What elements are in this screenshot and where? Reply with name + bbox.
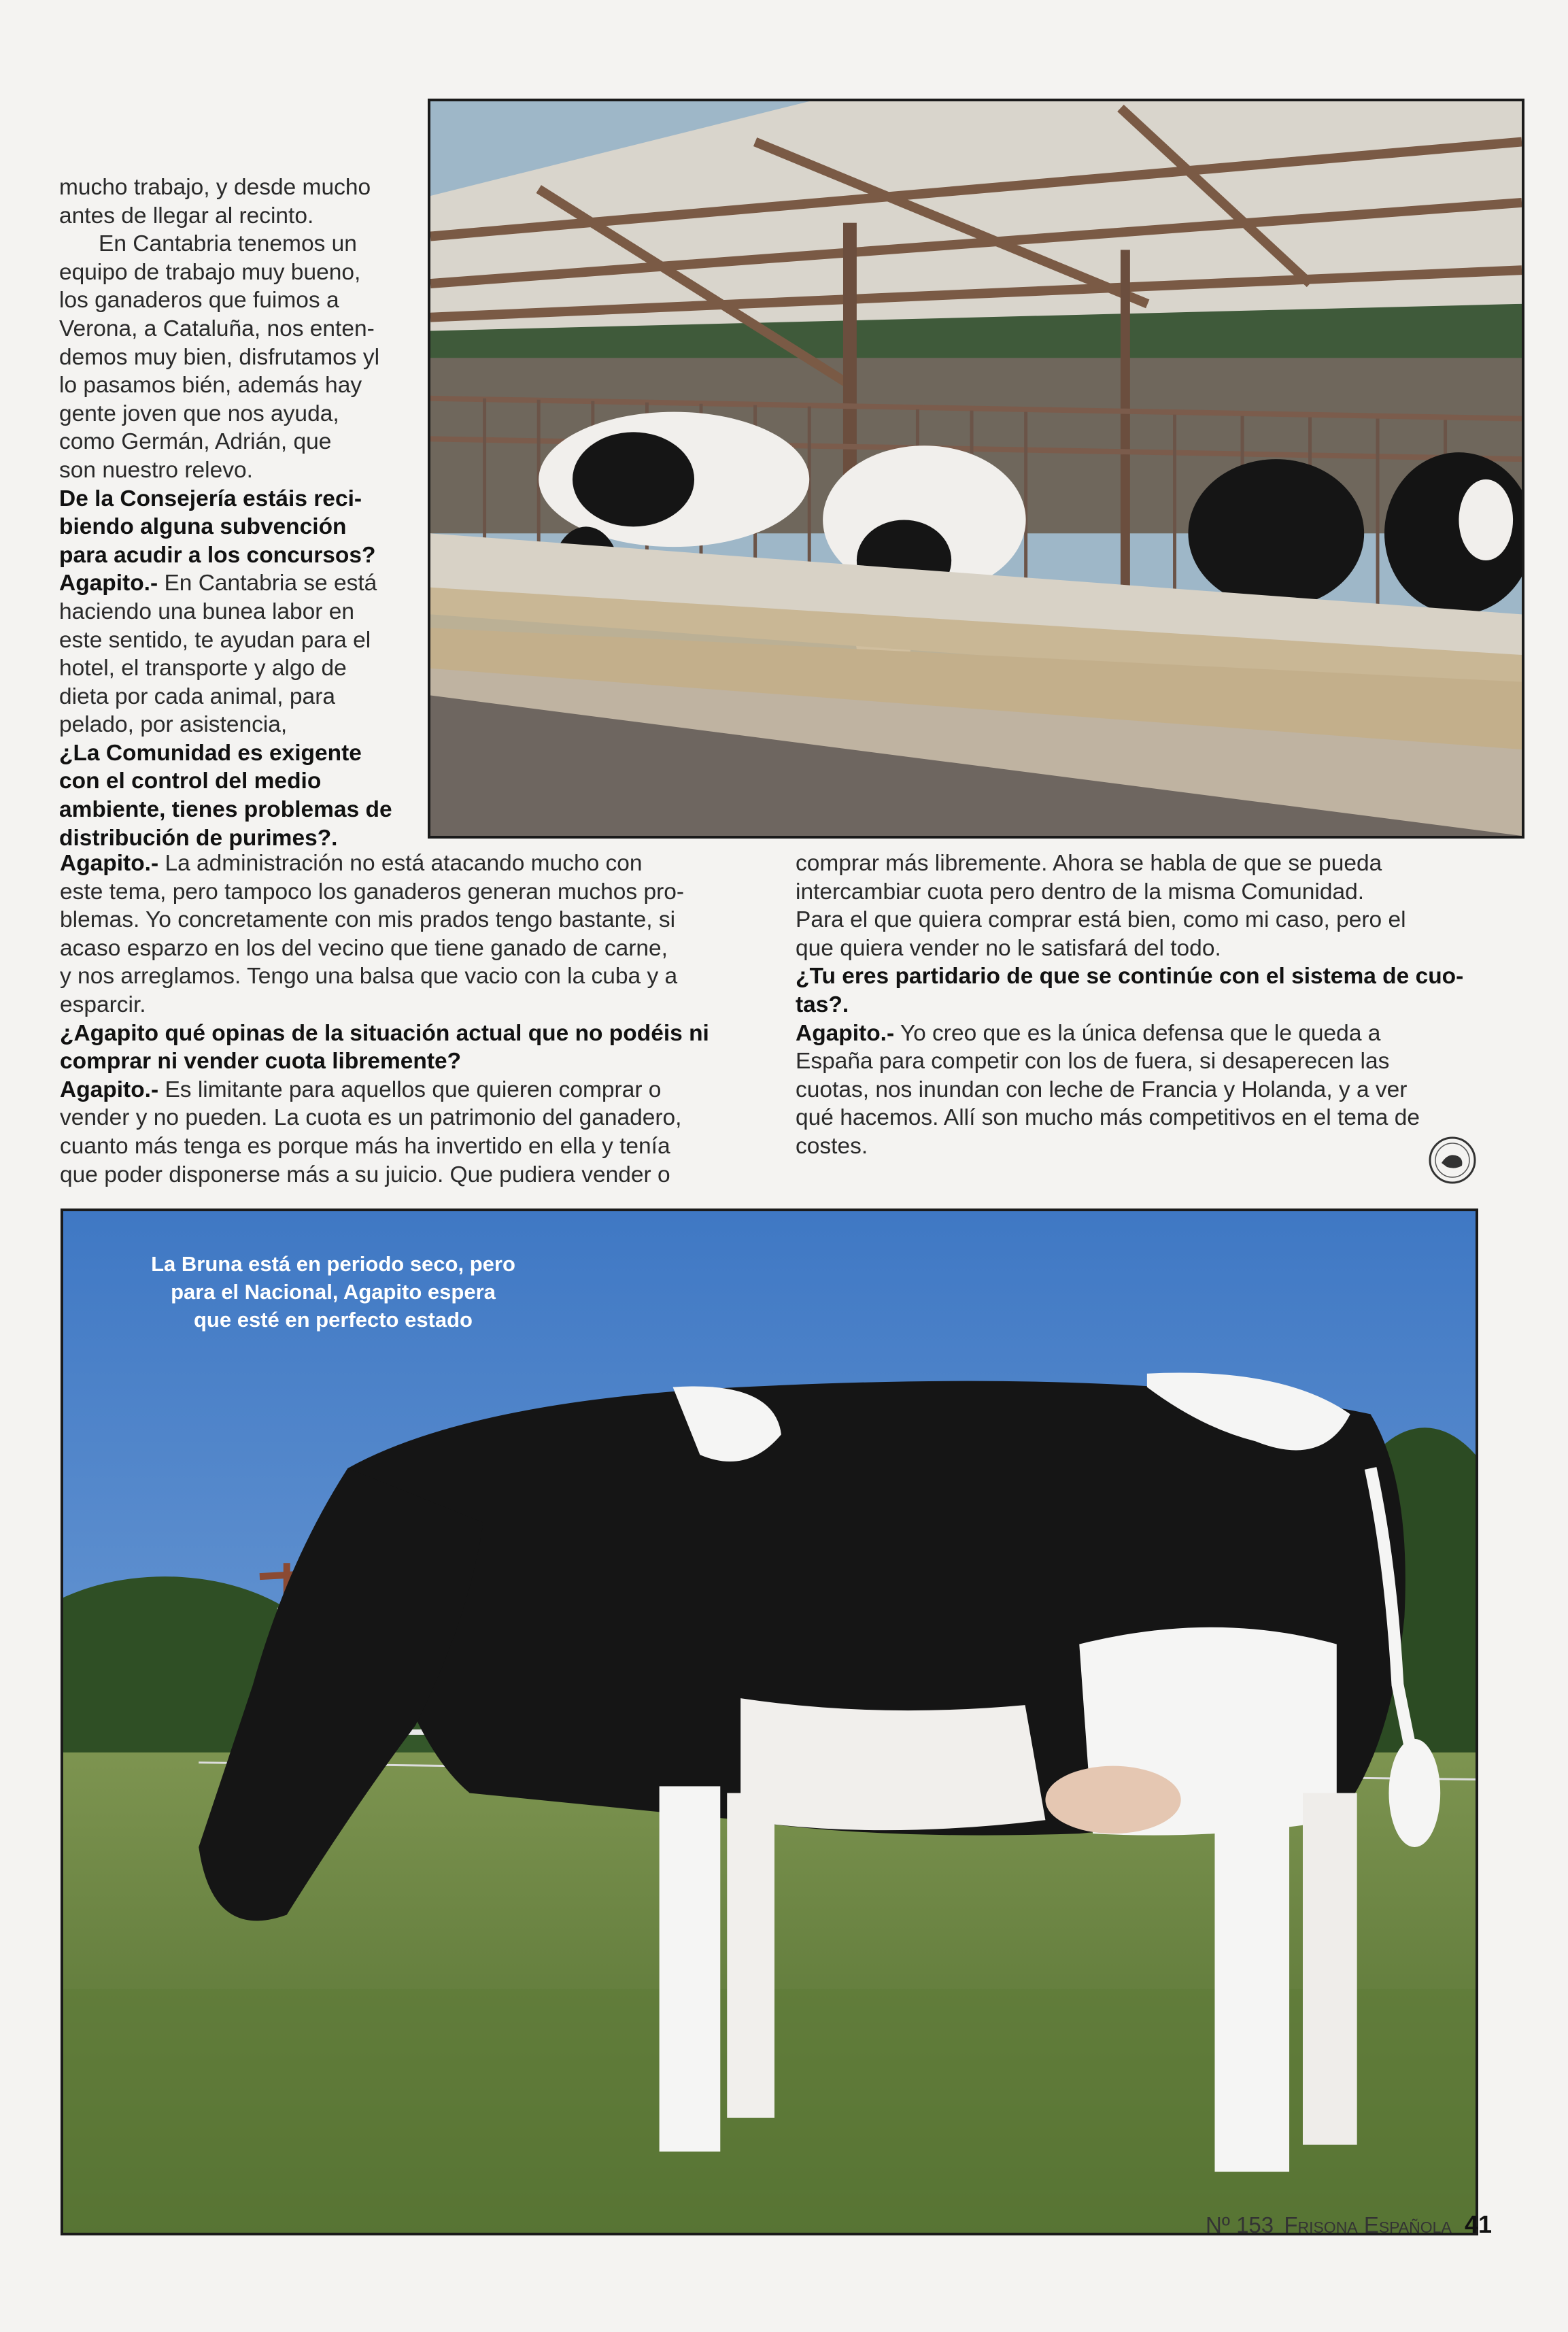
cow-illustration	[63, 1211, 1476, 2233]
speaker-label: Agapito.-	[60, 851, 159, 876]
question-line: tas?.	[796, 992, 849, 1017]
body-text-line	[60, 849, 774, 878]
question-line: ambiente, tienes problemas de	[59, 797, 392, 823]
body-text-line	[60, 1076, 774, 1104]
body-text-line: los ganaderos que fuimos a	[59, 288, 339, 314]
body-text-line: Para el que quiera comprar está bien, como mi caso, pero el	[796, 907, 1406, 933]
body-text-line: vender y no pueden. La cuota es un patrimonio del ganadero,	[60, 1105, 682, 1131]
body-text-line: pelado, por asistencia,	[59, 712, 288, 738]
question-line: distribución de purimes?.	[59, 825, 338, 851]
question-line: biendo alguna subvención	[59, 514, 347, 540]
body-text-line: hotel, el transporte y algo de	[59, 656, 347, 681]
caption-line: para el Nacional, Agapito espera	[171, 1280, 496, 1304]
speaker-label: Agapito.-	[59, 571, 158, 596]
column-right	[796, 849, 1476, 1161]
body-text-line: qué hacemos. Allí son mucho más competitivos en el tema de	[796, 1105, 1420, 1131]
speaker-label: Agapito.-	[60, 1077, 159, 1102]
body-text-line: En Cantabria tenemos un	[99, 231, 357, 257]
caption-line: que esté en perfecto estado	[193, 1308, 473, 1332]
body-text-line: como Germán, Adrián, que	[59, 429, 332, 455]
page-footer	[1206, 2210, 1492, 2239]
body-text-line: que quiera vender no le satisfará del todo.	[796, 935, 1221, 961]
question-line: comprar ni vender cuota libremente?	[60, 1049, 462, 1075]
question-line: con el control del medio	[59, 768, 322, 794]
photo-cow-pasture	[61, 1209, 1478, 2235]
issue-number: Nº 153	[1206, 2212, 1274, 2237]
body-text-line: esparcir.	[60, 992, 146, 1017]
question-line: para acudir a los concursos?	[59, 542, 376, 568]
body-text-line: equipo de trabajo muy bueno,	[59, 259, 361, 285]
question-line: De la Consejería estáis reci-	[59, 486, 362, 511]
answer-text: La administración no está atacando mucho con	[158, 851, 643, 876]
body-text-line: este tema, pero tampoco los ganaderos generan muchos pro-	[60, 879, 685, 905]
body-text-line: cuanto más tenga es porque más ha invertido en ella y tenía	[60, 1133, 670, 1159]
end-mark-seal-icon	[1428, 1136, 1477, 1185]
barn-illustration	[430, 101, 1522, 836]
answer-text: Es limitante para aquellos que quieren comprar o	[158, 1077, 662, 1102]
body-text-line: gente joven que nos ayuda,	[59, 401, 339, 426]
body-text-line: este sentido, te ayudan para el	[59, 627, 371, 653]
body-text-line: mucho trabajo, y desde mucho	[59, 175, 371, 200]
question-line: ¿Agapito qué opinas de la situación actual que no podéis ni	[60, 1020, 709, 1046]
body-text-line: dieta por cada animal, para	[59, 683, 335, 709]
question-line: ¿La Comunidad es exigente	[59, 740, 362, 766]
body-text-line: cuotas, nos inundan con leche de Francia y Holanda, y a ver	[796, 1077, 1408, 1102]
body-text-line: acaso esparzo en los del vecino que tiene ganado de carne,	[60, 935, 668, 961]
answer-text: En Cantabria se está	[158, 571, 377, 596]
column-left-top	[59, 173, 413, 852]
body-text-line: costes.	[796, 1133, 868, 1159]
caption-line: La Bruna está en periodo seco, pero	[151, 1252, 515, 1276]
body-text-line	[59, 569, 413, 598]
body-text-line: demos muy bien, disfrutamos yl	[59, 344, 380, 370]
body-text-line: comprar más libremente. Ahora se habla de que se pueda	[796, 851, 1382, 876]
body-text-line	[796, 1019, 1476, 1048]
speaker-label: Agapito.-	[796, 1020, 895, 1046]
body-text-line: haciendo una bunea labor en	[59, 598, 355, 624]
body-text-line: antes de llegar al recinto.	[59, 203, 314, 229]
question-line: ¿Tu eres partidario de que se continúe con el sistema de cuo-	[796, 964, 1464, 990]
body-text-line: España para competir con los de fuera, si desaperecen las	[796, 1049, 1390, 1075]
body-text-line: que poder disponerse más a su juicio. Que pudiera vender o	[60, 1162, 670, 1187]
photo-feeding-barn	[428, 99, 1524, 839]
column-left-bottom	[60, 849, 774, 1189]
answer-text: Yo creo que es la única defensa que le queda a	[894, 1020, 1381, 1046]
body-text-line: lo pasamos bién, además hay	[59, 373, 362, 399]
body-text-line: intercambiar cuota pero dentro de la misma Comunidad.	[796, 879, 1365, 905]
body-text-line: y nos arreglamos. Tengo una balsa que vacio con la cuba y a	[60, 964, 678, 990]
body-text-line: blemas. Yo concretamente con mis prados tengo bastante, si	[60, 907, 676, 933]
publication-name: Frisona Española	[1284, 2212, 1452, 2237]
page-number: 41	[1464, 2210, 1492, 2238]
body-text-line: Verona, a Cataluña, nos enten-	[59, 316, 375, 341]
body-text-line: son nuestro relevo.	[59, 457, 253, 483]
photo-caption	[102, 1250, 564, 1334]
